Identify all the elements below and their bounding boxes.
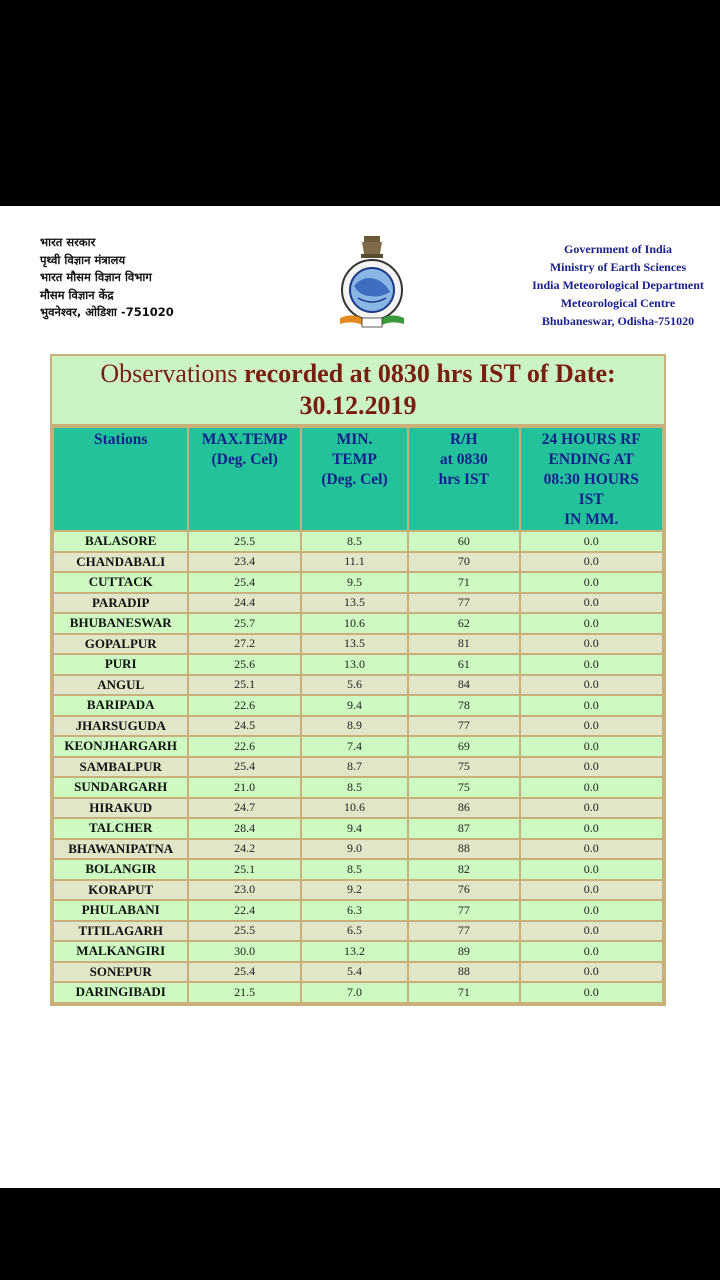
min-temp-cell: 11.1 (301, 552, 408, 573)
max-temp-cell: 25.4 (188, 572, 300, 593)
station-cell: JHARSUGUDA (53, 716, 188, 737)
rh-cell: 88 (408, 839, 519, 860)
table-row (53, 695, 663, 716)
column-header (408, 427, 519, 531)
column-header (188, 427, 300, 531)
rh-cell: 88 (408, 962, 519, 983)
station-cell: DARINGIBADI (53, 982, 188, 1003)
min-temp-cell: 13.5 (301, 634, 408, 655)
min-temp-cell: 10.6 (301, 613, 408, 634)
table-row (53, 900, 663, 921)
rainfall-cell: 0.0 (520, 982, 664, 1003)
column-header (53, 427, 188, 531)
max-temp-cell: 22.6 (188, 695, 300, 716)
min-temp-cell: 9.4 (301, 695, 408, 716)
min-temp-cell: 8.5 (301, 859, 408, 880)
table-title (52, 356, 664, 426)
min-temp-cell: 8.9 (301, 716, 408, 737)
min-temp-cell: 5.4 (301, 962, 408, 983)
rainfall-cell: 0.0 (520, 921, 664, 942)
column-header-line: at 0830 (439, 451, 488, 468)
station-cell: KEONJHARGARH (53, 736, 188, 757)
rainfall-cell: 0.0 (520, 941, 664, 962)
station-cell: ANGUL (53, 675, 188, 696)
table-body (53, 531, 663, 1003)
min-temp-cell: 13.0 (301, 654, 408, 675)
station-cell: PARADIP (53, 593, 188, 614)
min-temp-cell: 7.4 (301, 736, 408, 757)
title-part1: Observations (100, 359, 245, 388)
rh-cell: 78 (408, 695, 519, 716)
english-line: Bhubaneswar, Odisha-751020 (541, 314, 695, 328)
column-header-line: 08:30 HOURS (543, 471, 639, 488)
min-temp-cell: 6.3 (301, 900, 408, 921)
header-row (53, 427, 663, 531)
table-row (53, 736, 663, 757)
column-header-line: hrs IST (438, 471, 490, 488)
min-temp-cell: 13.2 (301, 941, 408, 962)
rainfall-cell: 0.0 (520, 859, 664, 880)
rainfall-cell: 0.0 (520, 654, 664, 675)
hindi-line: भारत मौसम विज्ञान विभाग (40, 270, 152, 284)
rainfall-cell: 0.0 (520, 777, 664, 798)
station-cell: CHANDABALI (53, 552, 188, 573)
hindi-line: भुवनेश्वर, ओडिशा -751020 (40, 305, 174, 319)
column-header-line: TEMP (332, 451, 377, 468)
max-temp-cell: 23.4 (188, 552, 300, 573)
max-temp-cell: 22.4 (188, 900, 300, 921)
rh-cell: 84 (408, 675, 519, 696)
rh-cell: 89 (408, 941, 519, 962)
min-temp-cell: 9.2 (301, 880, 408, 901)
max-temp-cell: 24.4 (188, 593, 300, 614)
rainfall-cell: 0.0 (520, 818, 664, 839)
column-header (520, 427, 664, 531)
min-temp-cell: 6.5 (301, 921, 408, 942)
max-temp-cell: 24.2 (188, 839, 300, 860)
table-row (53, 777, 663, 798)
column-header-line: IST (578, 491, 604, 508)
min-temp-cell: 8.5 (301, 531, 408, 552)
station-cell: BARIPADA (53, 695, 188, 716)
rh-cell: 82 (408, 859, 519, 880)
rh-cell: 69 (408, 736, 519, 757)
column-header-line: (Deg. Cel) (211, 451, 278, 468)
station-cell: BHUBANESWAR (53, 613, 188, 634)
station-cell: HIRAKUD (53, 798, 188, 819)
max-temp-cell: 23.0 (188, 880, 300, 901)
rh-cell: 77 (408, 716, 519, 737)
min-temp-cell: 10.6 (301, 798, 408, 819)
min-temp-cell: 5.6 (301, 675, 408, 696)
rainfall-cell: 0.0 (520, 593, 664, 614)
rainfall-cell: 0.0 (520, 900, 664, 921)
rh-cell: 70 (408, 552, 519, 573)
column-header-line: ENDING AT (548, 451, 634, 468)
rainfall-cell: 0.0 (520, 757, 664, 778)
max-temp-cell: 21.0 (188, 777, 300, 798)
column-header-line: R/H (450, 431, 478, 448)
observations-table-container (50, 354, 666, 1006)
min-temp-cell: 8.5 (301, 777, 408, 798)
column-header (301, 427, 408, 531)
table-row (53, 839, 663, 860)
max-temp-cell: 25.5 (188, 921, 300, 942)
station-cell: PHULABANI (53, 900, 188, 921)
station-cell: SONEPUR (53, 962, 188, 983)
rh-cell: 76 (408, 880, 519, 901)
title-part2: recorded at 0830 hrs IST of Date: (244, 359, 616, 388)
document-page (0, 206, 720, 1188)
min-temp-cell: 13.5 (301, 593, 408, 614)
min-temp-cell: 9.5 (301, 572, 408, 593)
rainfall-cell: 0.0 (520, 675, 664, 696)
station-cell: BALASORE (53, 531, 188, 552)
max-temp-cell: 25.6 (188, 654, 300, 675)
station-cell: SUNDARGARH (53, 777, 188, 798)
column-header-line: 24 HOURS RF (541, 431, 641, 448)
hindi-line: पृथ्वी विज्ञान मंत्रालय (40, 252, 126, 267)
rainfall-cell: 0.0 (520, 634, 664, 655)
table-row (53, 613, 663, 634)
rainfall-cell: 0.0 (520, 880, 664, 901)
column-header-line: MIN. (336, 431, 373, 448)
rainfall-cell: 0.0 (520, 613, 664, 634)
english-line: Government of India (564, 242, 672, 256)
station-cell: GOPALPUR (53, 634, 188, 655)
column-header-line: MAX.TEMP (201, 431, 288, 448)
max-temp-cell: 25.1 (188, 675, 300, 696)
max-temp-cell: 22.6 (188, 736, 300, 757)
english-line: India Meteorological Department (532, 278, 704, 292)
rainfall-cell: 0.0 (520, 695, 664, 716)
max-temp-cell: 21.5 (188, 982, 300, 1003)
rh-cell: 77 (408, 593, 519, 614)
rh-cell: 60 (408, 531, 519, 552)
title-date: 30.12.2019 (299, 391, 417, 420)
table-row (53, 593, 663, 614)
max-temp-cell: 25.7 (188, 613, 300, 634)
hindi-line: भारत सरकार (40, 235, 96, 249)
imd-emblem-icon (334, 234, 410, 330)
station-cell: SAMBALPUR (53, 757, 188, 778)
table-row (53, 675, 663, 696)
rh-cell: 87 (408, 818, 519, 839)
table-row (53, 634, 663, 655)
rh-cell: 75 (408, 757, 519, 778)
max-temp-cell: 27.2 (188, 634, 300, 655)
rainfall-cell: 0.0 (520, 839, 664, 860)
column-header-line: Stations (94, 431, 148, 448)
table-row (53, 982, 663, 1003)
observations-table (52, 426, 664, 1004)
rh-cell: 75 (408, 777, 519, 798)
max-temp-cell: 24.7 (188, 798, 300, 819)
rainfall-cell: 0.0 (520, 552, 664, 573)
rainfall-cell: 0.0 (520, 531, 664, 552)
max-temp-cell: 25.4 (188, 757, 300, 778)
rh-cell: 86 (408, 798, 519, 819)
table-row (53, 552, 663, 573)
english-line: Ministry of Earth Sciences (549, 260, 687, 274)
table-row (53, 798, 663, 819)
rainfall-cell: 0.0 (520, 798, 664, 819)
min-temp-cell: 8.7 (301, 757, 408, 778)
max-temp-cell: 28.4 (188, 818, 300, 839)
english-line: Meteorological Centre (560, 296, 676, 310)
min-temp-cell: 9.4 (301, 818, 408, 839)
table-row (53, 654, 663, 675)
hindi-address (40, 234, 240, 322)
rainfall-cell: 0.0 (520, 716, 664, 737)
station-cell: TALCHER (53, 818, 188, 839)
rainfall-cell: 0.0 (520, 736, 664, 757)
station-cell: PURI (53, 654, 188, 675)
min-temp-cell: 7.0 (301, 982, 408, 1003)
column-header-line: (Deg. Cel) (321, 471, 388, 488)
max-temp-cell: 24.5 (188, 716, 300, 737)
table-row (53, 859, 663, 880)
station-cell: BOLANGIR (53, 859, 188, 880)
table-row (53, 757, 663, 778)
rh-cell: 77 (408, 921, 519, 942)
max-temp-cell: 30.0 (188, 941, 300, 962)
station-cell: CUTTACK (53, 572, 188, 593)
column-header-line: IN MM. (564, 511, 619, 528)
rh-cell: 77 (408, 900, 519, 921)
max-temp-cell: 25.1 (188, 859, 300, 880)
rh-cell: 71 (408, 572, 519, 593)
table-row (53, 941, 663, 962)
station-cell: BHAWANIPATNA (53, 839, 188, 860)
table-row (53, 716, 663, 737)
rh-cell: 61 (408, 654, 519, 675)
table-row (53, 962, 663, 983)
hindi-line: मौसम विज्ञान केंद्र (40, 287, 114, 302)
rainfall-cell: 0.0 (520, 572, 664, 593)
rh-cell: 62 (408, 613, 519, 634)
station-cell: TITILAGARH (53, 921, 188, 942)
table-row (53, 818, 663, 839)
table-row (53, 572, 663, 593)
table-row (53, 531, 663, 552)
table-row (53, 880, 663, 901)
max-temp-cell: 25.4 (188, 962, 300, 983)
rh-cell: 81 (408, 634, 519, 655)
rainfall-cell: 0.0 (520, 962, 664, 983)
rh-cell: 71 (408, 982, 519, 1003)
english-address (520, 240, 716, 330)
max-temp-cell: 25.5 (188, 531, 300, 552)
min-temp-cell: 9.0 (301, 839, 408, 860)
table-row (53, 921, 663, 942)
station-cell: KORAPUT (53, 880, 188, 901)
station-cell: MALKANGIRI (53, 941, 188, 962)
